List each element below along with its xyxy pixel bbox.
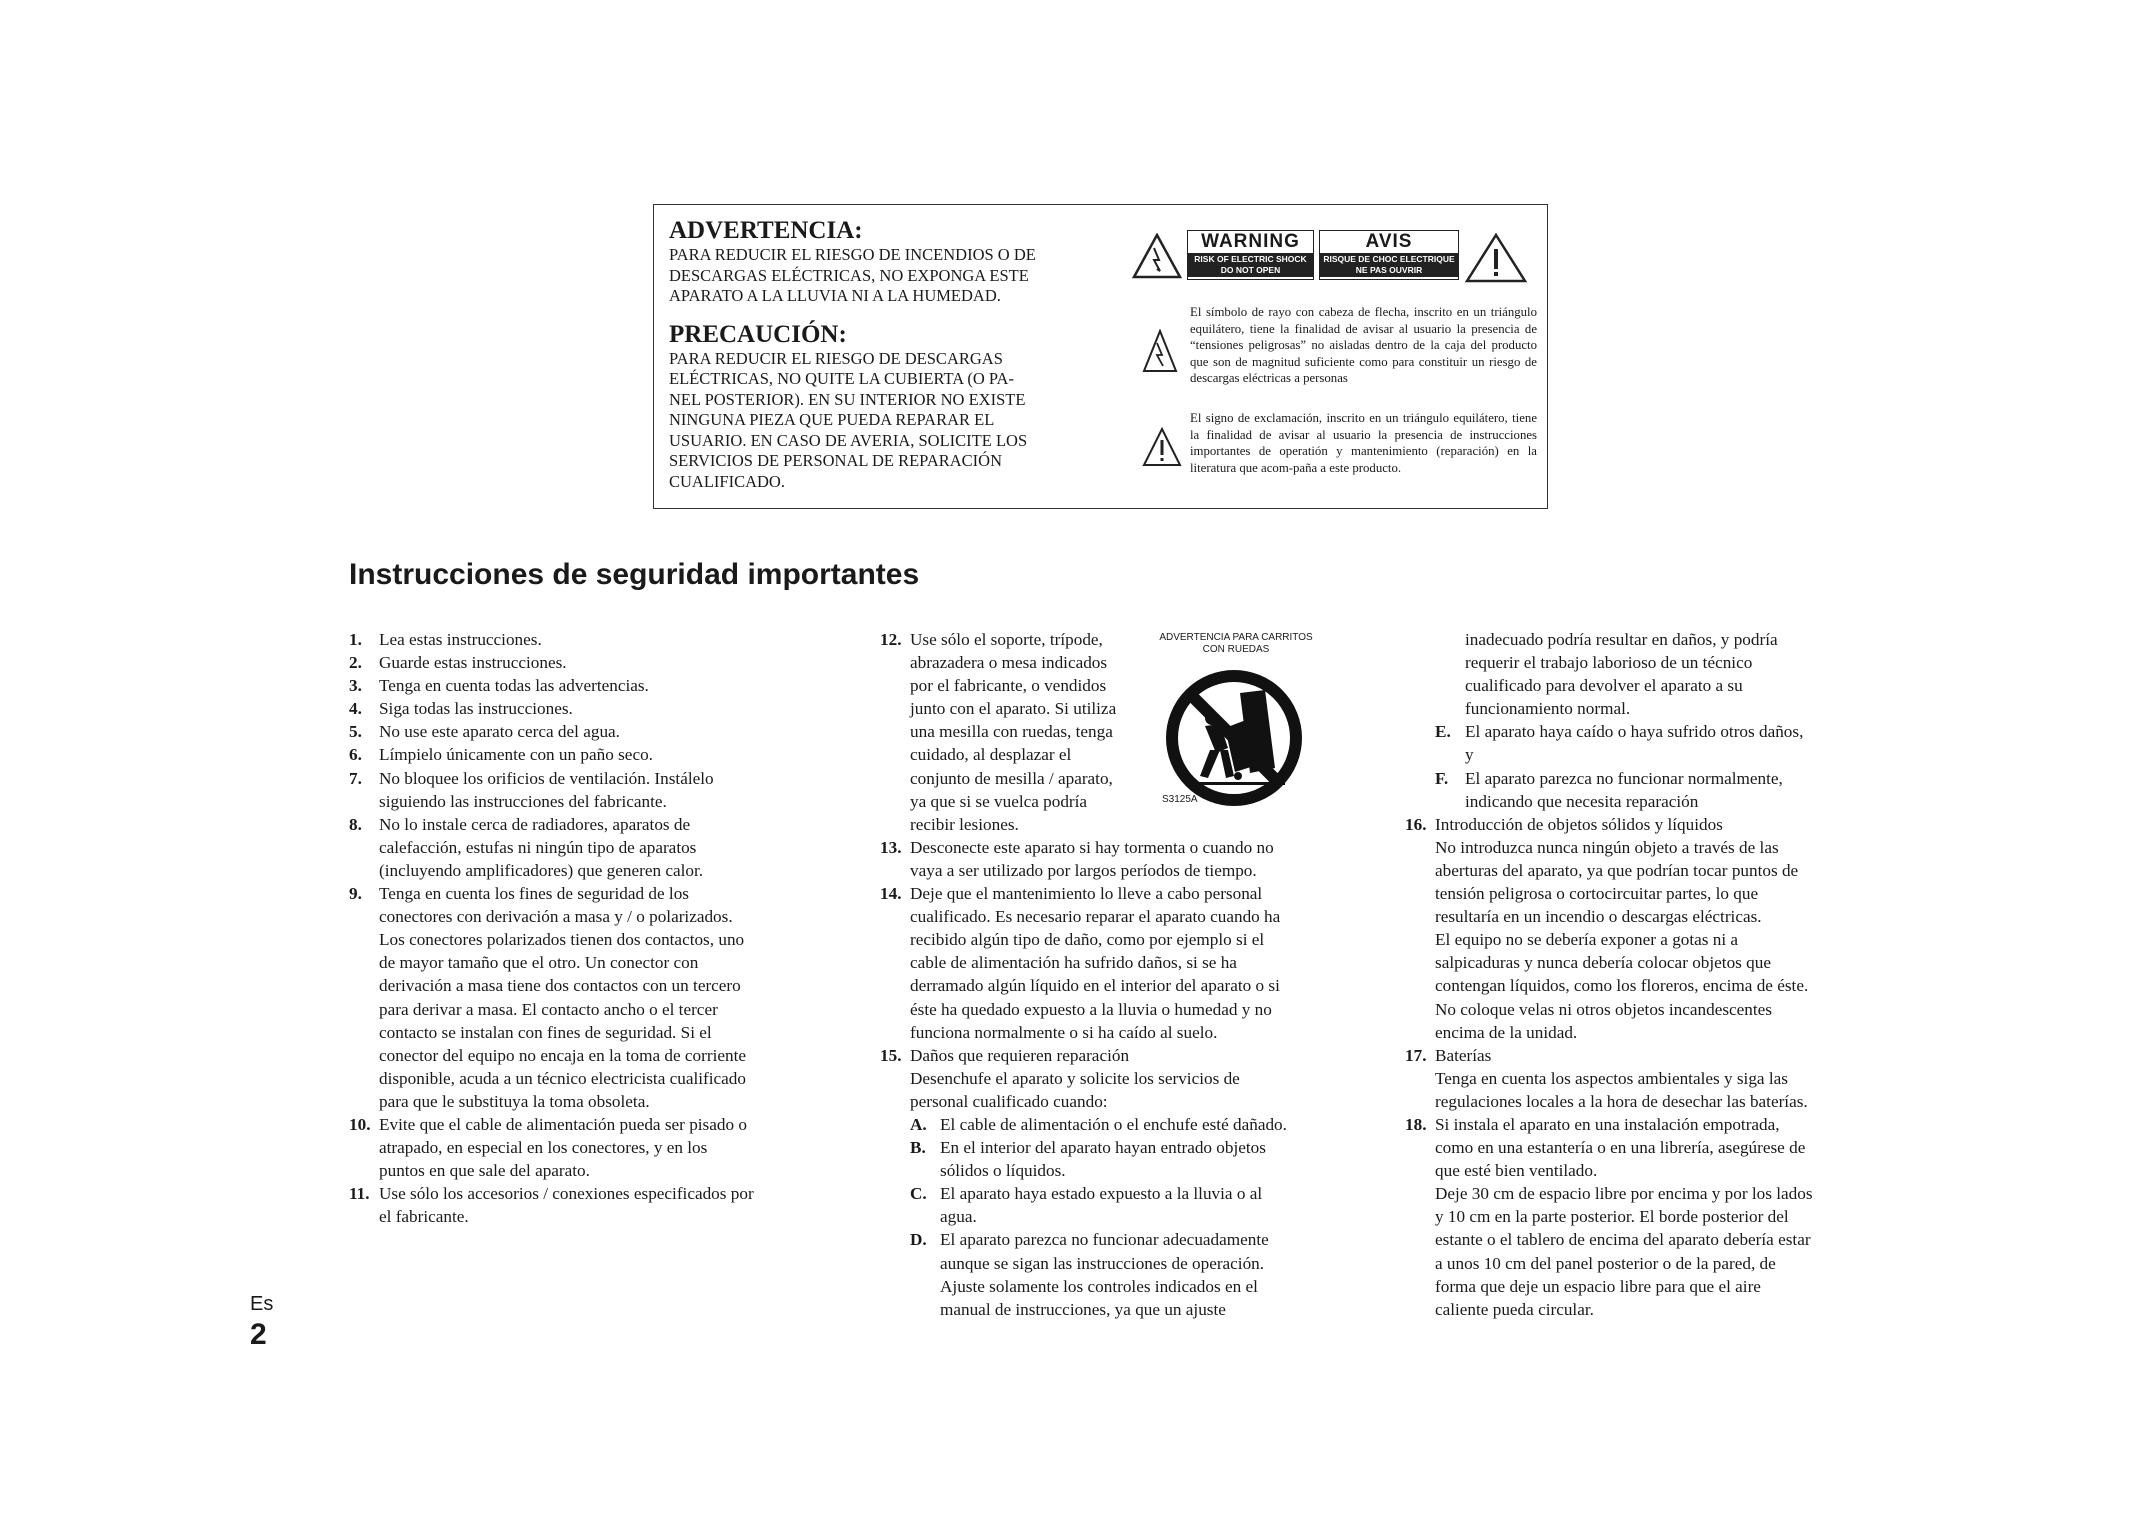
text-line: conector del equipo no encaja en la toma de corriente [379, 1045, 746, 1065]
text-line: cualificado. Es necesario reparar el aparato cuando ha [910, 907, 1281, 927]
text-line: NINGUNA PIEZA QUE PUEDA REPARAR EL [669, 410, 995, 429]
text-line: DESCARGAS ELÉCTRICAS, NO EXPONGA ESTE [669, 265, 1029, 285]
instructions-column-1 [349, 628, 789, 1228]
text-line: El cable de alimentación o el enchufe esté dañado. [940, 1114, 1287, 1134]
cart-caption: ADVERTENCIA PARA CARRITOS CON RUEDAS [1159, 632, 1313, 655]
text-line: para derivar a masa. El contacto ancho o el tercer [379, 999, 718, 1019]
text-line: aberturas del aparato, ya que podrían tocar puntos de [1435, 860, 1799, 880]
text-line: cualificado para devolver el aparato a su [1465, 676, 1743, 696]
text-line: Guarde estas instrucciones. [379, 653, 567, 673]
text-line: funciona normalmente o si ha caído al suelo. [910, 1022, 1218, 1042]
instruction-item-number: 17. [1405, 1045, 1427, 1065]
text-line: tensión peligrosa o cortocircuitar partes, lo que [1435, 884, 1759, 904]
text-line: abrazadera o mesa indicados [910, 653, 1108, 673]
text-line: Los conectores polarizados tienen dos contactos, uno [379, 930, 745, 950]
exclamation-triangle-icon [1465, 233, 1527, 283]
instruction-subitem-number: B. [910, 1138, 926, 1158]
cart-warning-figure [1150, 632, 1322, 808]
text-line: PARA REDUCIR EL RIESGO DE INCENDIOS O DE [669, 245, 1036, 264]
advertencia-heading: ADVERTENCIA: [669, 217, 863, 244]
instruction-item-number: 1. [349, 630, 362, 649]
exclamation-symbol-text: El signo de exclamación, inscrito en un triángulo equilátero, tiene la finalidad de avisar al usuario la presencia de instrucciones importantes de operatión y mantenimiento (reparación) en la literatura que acom-paña a este producto. [1190, 411, 1537, 475]
cart-tipover-icon [1150, 658, 1322, 808]
warning-plate-title: WARNING [1201, 231, 1300, 252]
instruction-subitem-number: F. [1435, 768, 1449, 788]
text-line: Ajuste solamente los controles indicados en el [940, 1276, 1258, 1296]
text-line: conjunto de mesilla / aparato, [910, 768, 1113, 788]
text-line: Baterías [1435, 1045, 1492, 1065]
text-line: de mayor tamaño que el otro. Un conector con [379, 953, 699, 973]
warning-box [653, 204, 1548, 509]
instruction-item [349, 651, 789, 674]
text-line: aunque se sigan las instrucciones de operación. [940, 1253, 1265, 1273]
instruction-subitem [910, 1182, 1325, 1228]
instruction-subitem [1435, 720, 1860, 766]
text-line: En el interior del aparato hayan entrado objetos [940, 1138, 1266, 1158]
instruction-subitem [910, 1228, 1325, 1320]
text-line: calefacción, estufas ni ningún tipo de aparatos [379, 837, 697, 857]
text-line: Siga todas las instrucciones. [379, 699, 573, 719]
text-line: Desenchufe el aparato y solicite los servicios de [910, 1068, 1240, 1088]
text-line: cable de alimentación ha sufrido daños, si se ha [910, 953, 1237, 973]
text-line: Introducción de objetos sólidos y líquidos [1435, 814, 1723, 834]
instruction-item [880, 836, 1325, 882]
lightning-symbol-text: El símbolo de rayo con cabeza de flecha, inscrito en un triángulo equilátero, tiene la finalidad de avisar al usuario la presencia de “tensiones peligrosas” no aisladas dentro de la caja del producto que son de magnitud suficiente como para constituir un riesgo de descargas eléctricas a personas [1190, 305, 1537, 386]
precaucion-text [669, 349, 1079, 493]
exclamation-triangle-small-icon [1142, 427, 1182, 467]
text-line: No use este aparato cerca del agua. [379, 722, 620, 742]
instruction-item [1405, 1044, 1860, 1113]
text-line: que esté bien ventilado. [1435, 1161, 1598, 1181]
text-line: No coloque velas ni otros objetos incandescentes [1435, 999, 1772, 1019]
text-line: forma que deje un espacio libre para que el aire [1435, 1276, 1761, 1296]
instruction-item [349, 697, 789, 720]
text-line: recibir lesiones. [910, 814, 1019, 834]
text-line: Si instala el aparato en una instalación empotrada, [1435, 1114, 1780, 1134]
instruction-item-number: 4. [349, 699, 362, 719]
warning-plate-subtitle: RISK OF ELECTRIC SHOCK DO NOT OPEN [1188, 253, 1313, 277]
instruction-item [880, 882, 1325, 1044]
instruction-item-number: 18. [1405, 1114, 1427, 1134]
text-line: funcionamiento normal. [1465, 699, 1631, 719]
instruction-item [349, 743, 789, 766]
text-line: Use sólo el soporte, trípode, [910, 630, 1103, 649]
instruction-item-number: 12. [880, 630, 902, 649]
instruction-subitem-number: C. [910, 1184, 927, 1204]
instruction-item-number: 3. [349, 676, 362, 696]
page-number: 2 [250, 1318, 267, 1351]
instruction-item [349, 882, 789, 1113]
instruction-item-number: 7. [349, 768, 362, 788]
lightning-triangle-icon [1132, 233, 1182, 279]
text-line: CUALIFICADO. [669, 471, 785, 491]
instruction-subitem-number: D. [910, 1230, 927, 1250]
text-line: puntos en que sale del aparato. [379, 1161, 590, 1181]
text-line: contengan líquidos, como los floreros, encima de éste. [1435, 976, 1809, 996]
instruction-item [349, 628, 789, 651]
text-line: Daños que requieren reparación [910, 1045, 1130, 1065]
text-line: (incluyendo amplificadores) que generen calor. [379, 860, 704, 880]
exclamation-symbol-row [1132, 410, 1537, 500]
advertencia-text [669, 245, 1079, 307]
text-line: siguiendo las instrucciones del fabricante. [379, 791, 667, 811]
text-line: atrapado, en especial en los conectores, y en los [379, 1138, 708, 1158]
text-line: Use sólo los accesorios / conexiones especificados por [379, 1184, 754, 1204]
text-line: Desconecte este aparato si hay tormenta o cuando no [910, 837, 1274, 857]
text-line: y 10 cm en la parte posterior. El borde posterior del [1435, 1207, 1789, 1227]
instruction-item [349, 767, 789, 813]
text-line: derramado algún líquido en el interior del aparato o si [910, 976, 1280, 996]
text-line: requerir el trabajo laborioso de un técnico [1465, 653, 1753, 673]
text-line: Límpielo únicamente con un paño seco. [379, 745, 653, 765]
text-line: El aparato haya caído o haya sufrido otros daños, [1465, 722, 1804, 742]
instruction-item-number: 13. [880, 837, 902, 857]
warning-label-row [1132, 230, 1537, 286]
text-line: por el fabricante, o vendidos [910, 676, 1107, 696]
text-line: derivación a masa tiene dos contactos con un tercero [379, 976, 741, 996]
text-line: como en una estantería o en una librería, asegúrese de [1435, 1138, 1806, 1158]
text-line: una mesilla con ruedas, tenga [910, 722, 1113, 742]
text-line: agua. [940, 1207, 977, 1227]
text-line: Deje que el mantenimiento lo lleve a cabo personal [910, 884, 1263, 904]
text-line: USUARIO. EN CASO DE AVERIA, SOLICITE LOS [669, 430, 1028, 450]
text-line: No introduzca nunca ningún objeto a través de las [1435, 837, 1779, 857]
instruction-item-number: 10. [349, 1114, 371, 1134]
warning-plate [1187, 230, 1314, 280]
text-line: estante o el tablero de encima del aparato debería estar [1435, 1230, 1811, 1250]
instruction-item-number: 14. [880, 884, 902, 904]
text-line: Tenga en cuenta los aspectos ambientales y siga las [1435, 1068, 1788, 1088]
instruction-item [880, 1044, 1325, 1113]
text-line: contacto se instalan con fines de seguridad. Si el [379, 1022, 712, 1042]
text-line: éste ha quedado expuesto a la lluvia o humedad y no [910, 999, 1272, 1019]
instruction-item [1405, 813, 1860, 1044]
instruction-item [880, 628, 1125, 836]
text-line: cuidado, al desplazar el [910, 745, 1072, 765]
avis-plate [1319, 230, 1459, 280]
avis-plate-title: AVIS [1365, 231, 1413, 252]
page-language: Es [250, 1293, 274, 1315]
text-line: NEL POSTERIOR). EN SU INTERIOR NO EXISTE [669, 389, 1026, 409]
instruction-subitem [1435, 767, 1860, 813]
text-line: inadecuado podría resultar en daños, y podría [1465, 630, 1778, 649]
instruction-item-number: 15. [880, 1045, 902, 1065]
instruction-subitem-number: A. [910, 1114, 927, 1134]
instruction-item [349, 1182, 789, 1228]
instruction-subitem [910, 1136, 1325, 1182]
text-line: No bloquee los orificios de ventilación. Instálelo [379, 768, 714, 788]
instruction-subitem [910, 1113, 1325, 1136]
text-line: ELÉCTRICAS, NO QUITE LA CUBIERTA (O PA- [669, 369, 1014, 388]
text-line: personal cualificado cuando: [910, 1091, 1108, 1111]
text-line: APARATO A LA LLUVIA NI A LA HUMEDAD. [669, 286, 1001, 305]
text-line: recibido algún tipo de daño, como por ejemplo si el [910, 930, 1265, 950]
text-line: resultaría en un incendio o descargas eléctricas. [1435, 907, 1762, 927]
instruction-item [349, 674, 789, 697]
text-line: Deje 30 cm de espacio libre por encima y por los lados [1435, 1184, 1813, 1204]
text-line: encima de la unidad. [1435, 1022, 1578, 1042]
instruction-item [1405, 1113, 1860, 1321]
instruction-item-number: 2. [349, 653, 362, 673]
text-line: manual de instrucciones, ya que un ajuste [940, 1299, 1226, 1319]
instruction-item-number: 11. [349, 1184, 370, 1204]
cart-code: S3125A [1162, 794, 1198, 805]
text-line: regulaciones locales a la hora de desechar las baterías. [1435, 1091, 1808, 1111]
text-line: ya que si se vuelca podría [910, 791, 1088, 811]
text-line: para que le substituya la toma obsoleta. [379, 1091, 650, 1111]
avis-plate-subtitle: RISQUE DE CHOC ELECTRIQUE NE PAS OUVRIR [1320, 253, 1458, 277]
lightning-symbol-row [1132, 304, 1537, 409]
text-line: El equipo no se debería exponer a gotas ni a [1435, 930, 1739, 950]
text-line: No lo instale cerca de radiadores, aparatos de [379, 814, 691, 834]
instruction-item [349, 720, 789, 743]
text-line: El aparato haya estado expuesto a la lluvia o al [940, 1184, 1263, 1204]
precaucion-heading: PRECAUCIÓN: [669, 320, 847, 348]
lightning-triangle-small-icon [1142, 329, 1178, 373]
instruction-item-number: 6. [349, 745, 362, 765]
page-title: Instrucciones de seguridad importantes [349, 558, 920, 591]
text-line: Tenga en cuenta todas las advertencias. [379, 676, 649, 696]
instruction-item-number: 8. [349, 814, 362, 834]
text-line: conectores con derivación a masa y / o polarizados. [379, 907, 733, 927]
text-line: el fabricante. [379, 1207, 469, 1227]
text-line: salpicaduras y nunca debería colocar objetos que [1435, 953, 1771, 973]
instruction-item [349, 813, 789, 882]
text-line: caliente pueda circular. [1435, 1299, 1594, 1319]
text-line: PARA REDUCIR EL RIESGO DE DESCARGAS [669, 348, 1003, 368]
text-line: sólidos o líquidos. [940, 1161, 1066, 1181]
text-line: SERVICIOS DE PERSONAL DE REPARACIÓN [669, 451, 1002, 470]
text-line: El aparato parezca no funcionar normalmente, [1465, 768, 1783, 788]
instruction-item-number: 9. [349, 884, 362, 904]
instructions-column-3 [1405, 628, 1860, 1321]
text-line: y [1465, 745, 1474, 765]
instruction-item [349, 1113, 789, 1182]
text-line: Tenga en cuenta los fines de seguridad de los [379, 884, 689, 904]
text-line: Evite que el cable de alimentación pueda ser pisado o [379, 1114, 747, 1134]
instruction-item-number: 16. [1405, 814, 1427, 834]
text-line: vaya a ser utilizado por largos períodos de tiempo. [910, 860, 1257, 880]
text-line: indicando que necesita reparación [1465, 791, 1699, 811]
warning-text-block [669, 213, 1079, 492]
text-line: Lea estas instrucciones. [379, 630, 542, 649]
instruction-item-number: 5. [349, 722, 362, 742]
text-line: El aparato parezca no funcionar adecuadamente [940, 1230, 1269, 1250]
text-line: disponible, acuda a un técnico electricista cualificado [379, 1068, 746, 1088]
instruction-subitem-number: E. [1435, 722, 1451, 742]
text-line: junto con el aparato. Si utiliza [910, 699, 1117, 719]
text-line: a unos 10 cm del panel posterior o de la pared, de [1435, 1253, 1776, 1273]
